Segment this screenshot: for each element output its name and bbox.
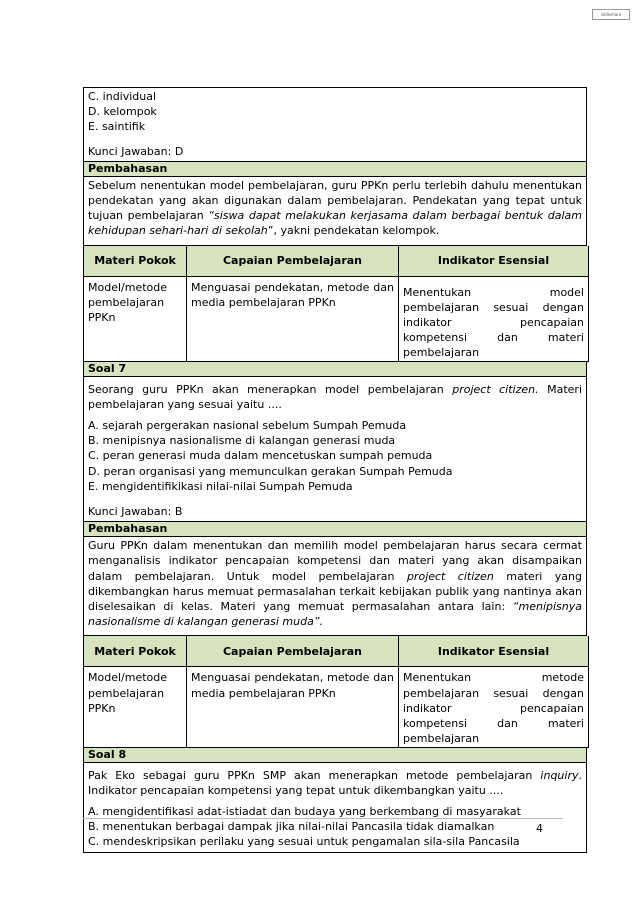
option: A. mengidentifikasi adat-istiadat dan budaya yang berkembang di masyarakat — [88, 804, 521, 818]
pembahasan-italic: “menipisnya nasionalisme di kalangan generasi muda”. — [88, 600, 582, 629]
question-italic: inquiry — [540, 768, 579, 782]
option: A. sejarah pergerakan nasional sebelum Sumpah Pemuda — [88, 419, 407, 433]
cell-materi: Model/metode pembelajaran PPKn — [84, 667, 187, 747]
option: C. individual — [88, 90, 157, 103]
option: B. menentukan berbagai dampak jika nilai-nilai Pancasila tidak diamalkan — [88, 820, 495, 834]
q6-kd-table — [83, 246, 589, 362]
option: E. saintifik — [88, 120, 146, 134]
pembahasan-text: Guru PPKn dalam menentukan dan memilih model pembelajaran harus secara cermat menganalisis indikator pencapaian kompetensi dan materi yang akan disampaikan dalam pembelajaran. Untuk model pembelajaran — [88, 539, 582, 583]
cell-materi: Model/metode pembelajaran PPKn — [84, 276, 187, 361]
question-text — [88, 768, 582, 798]
col-capaian: Capaian Pembelajaran — [187, 246, 399, 277]
q6-options-block — [83, 87, 587, 162]
option: E. mengidentifikikasi nilai-nilai Sumpah Pemuda — [88, 479, 353, 493]
cell-capaian: Menguasai pendekatan, metode dan media pembelajaran PPKn — [187, 667, 399, 747]
pembahasan-italic: project citizen — [406, 569, 494, 583]
question-text — [88, 382, 582, 412]
option: C. mendeskripsikan perilaku yang sesuai untuk pengamalan sila-sila Pancasila — [88, 835, 520, 849]
watermark-logo: slideshare — [592, 9, 630, 20]
pembahasan-heading: Pembahasan — [83, 522, 587, 537]
question-part: Seorang guru PPKn akan menerapkan model pembelajaran — [88, 382, 453, 396]
cell-indikator: Menentukan metode pembelajaran sesuai dengan indikator pencapaian kompetensi dan materi pembelajaran — [399, 667, 589, 747]
soal-heading: Soal 8 — [83, 748, 587, 763]
option: B. menipisnya nasionalisme di kalangan generasi muda — [88, 434, 396, 448]
answer-key: Kunci Jawaban: B — [88, 505, 183, 519]
option: D. peran organisasi yang memunculkan gerakan Sumpah Pemuda — [88, 464, 453, 478]
pembahasan-heading: Pembahasan — [83, 162, 587, 177]
col-capaian: Capaian Pembelajaran — [187, 636, 399, 667]
pembahasan-text: ”, yakni pendekatan kelompok. — [267, 224, 440, 238]
question-part: Materi pembelajaran yang sesuai yaitu .... — [88, 382, 582, 411]
question-part: . Indikator pencapaian kompetensi yang tepat untuk dikembangkan yaitu .... — [88, 768, 582, 797]
pembahasan-text: materi yang dikembangkan harus memuat permasalahan terkait kebijakan publik yang nantinya akan diselesaikan di kelas. Materi yang memuat permasalahan antara lain: — [88, 569, 582, 614]
question-part: Pak Eko sebagai guru PPKn SMP akan menerapkan metode pembelajaran — [88, 768, 541, 782]
footer-divider — [83, 818, 563, 819]
answer-key: Kunci Jawaban: D — [88, 144, 184, 158]
col-materi-pokok: Materi Pokok — [84, 246, 187, 277]
pembahasan-text: Sebelum nenentukan model pembelajaran, guru PPKn perlu terlebih dahulu menentukan pendekatan yang akan digunakan dalam pembelajaran. Pendekatan yang tepat untuk tujuan pembelajaran — [88, 178, 582, 223]
page-number: 4 — [536, 822, 543, 835]
q7-question-block — [83, 377, 587, 523]
q6-pembahasan — [83, 177, 587, 246]
soal-heading: Soal 7 — [83, 362, 587, 377]
document-page — [83, 87, 587, 853]
option: D. kelompok — [88, 105, 157, 119]
cell-capaian: Menguasai pendekatan, metode dan media pembelajaran PPKn — [187, 276, 399, 361]
option: C. peran generasi muda dalam mencetuskan sumpah pemuda — [88, 449, 433, 463]
cell-indikator: Menentukan model pembelajaran sesuai dengan indikator pencapaian kompetensi dan materi pembelajaran — [399, 276, 589, 361]
pembahasan-italic: “siswa dapat melakukan kerjasama dalam berbagai bentuk dalam kehidupan sehari-hari di sekolah — [88, 209, 582, 238]
q7-kd-table — [83, 636, 589, 747]
col-indikator: Indikator Esensial — [399, 246, 589, 277]
q7-pembahasan — [83, 537, 587, 636]
question-italic: project citizen. — [452, 382, 539, 396]
col-materi-pokok: Materi Pokok — [84, 636, 187, 667]
q8-question-block — [83, 763, 587, 853]
col-indikator: Indikator Esensial — [399, 636, 589, 667]
